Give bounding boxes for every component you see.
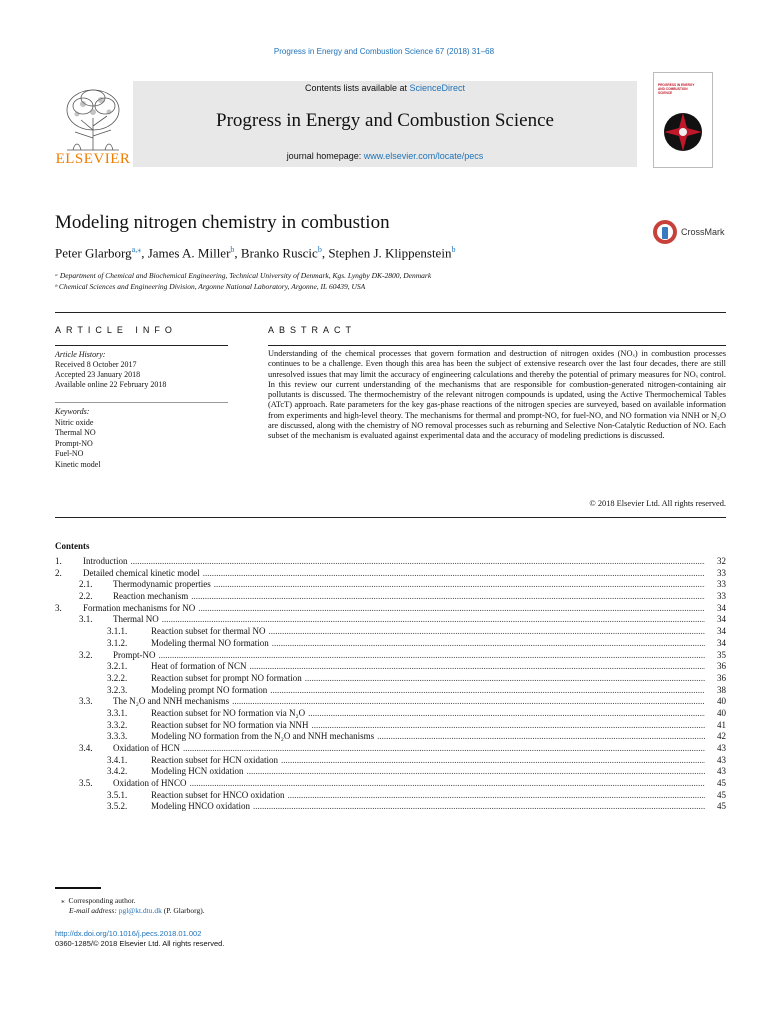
email-suffix: (P. Glarborg).: [161, 906, 205, 915]
toc-leader-dots: [268, 626, 705, 636]
toc-entry[interactable]: [55, 638, 726, 650]
journal-homepage-line: [133, 151, 637, 161]
author-separator: ,: [141, 245, 148, 261]
divider: [55, 312, 726, 313]
divider: [55, 517, 726, 518]
author-name[interactable]: Branko Ruscic: [240, 245, 318, 261]
toc-leader-dots: [191, 591, 705, 601]
toc-title: Modeling thermal NO formation: [151, 637, 269, 648]
toc-entry[interactable]: [55, 673, 726, 685]
toc-title: Detailed chemical kinetic model: [83, 567, 200, 578]
toc-title: Reaction subset for NO formation via NNH: [151, 719, 309, 730]
homepage-link[interactable]: www.elsevier.com/locate/pecs: [363, 151, 484, 161]
toc-page-number: 35: [717, 649, 726, 660]
toc-page-number: 43: [717, 754, 726, 765]
accepted-date: Accepted 23 January 2018: [55, 370, 141, 379]
sciencedirect-link[interactable]: ScienceDirect: [409, 83, 466, 93]
toc-page-number: 42: [717, 731, 726, 742]
corresponding-note: [55, 896, 205, 906]
toc-title: Thermal NO: [113, 614, 159, 625]
toc-leader-dots: [131, 556, 706, 566]
toc-entry[interactable]: [55, 685, 726, 697]
toc-title: Formation mechanisms for NO: [83, 602, 196, 613]
toc-title: Heat of formation of NCN: [151, 661, 247, 672]
author-name[interactable]: James A. Miller: [147, 245, 231, 261]
author-affiliation-marker[interactable]: b: [451, 245, 456, 254]
toc-number: 3.2.3.: [107, 684, 128, 695]
keywords-block: [55, 407, 101, 470]
toc-page-number: 36: [717, 672, 726, 683]
toc-leader-dots: [270, 685, 705, 695]
toc-page-number: 33: [717, 579, 726, 590]
author-name[interactable]: Stephen J. Klippenstein: [328, 245, 452, 261]
toc-leader-dots: [190, 778, 706, 788]
toc-title: Reaction subset for thermal NO: [151, 626, 266, 637]
toc-title: Modeling HCN oxidation: [151, 766, 244, 777]
toc-page-number: 45: [717, 778, 726, 789]
toc-leader-dots: [249, 661, 705, 671]
abstract-copyright: © 2018 Elsevier Ltd. All rights reserved.: [589, 499, 726, 508]
toc-entry[interactable]: [55, 650, 726, 662]
toc-title: Reaction subset for HCN oxidation: [151, 754, 278, 765]
elsevier-wordmark: ELSEVIER: [55, 151, 131, 167]
toc-leader-dots: [203, 568, 705, 578]
toc-entry[interactable]: [55, 708, 726, 720]
toc-leader-dots: [305, 673, 705, 683]
toc-number: 3.5.1.: [107, 789, 128, 800]
author-affiliation-marker[interactable]: a,⁎: [131, 245, 142, 254]
toc-title: Modeling HNCO oxidation: [151, 801, 250, 812]
toc-page-number: 32: [717, 556, 726, 566]
toc-page-number: 43: [717, 766, 726, 777]
toc-number: 3.4.1.: [107, 754, 128, 765]
toc-page-number: 33: [717, 567, 726, 578]
cover-star-graphic: [662, 111, 704, 153]
doi-block: [55, 929, 224, 949]
toc-page-number: 34: [717, 602, 726, 613]
article-history: [55, 350, 166, 390]
toc-title: Modeling NO formation from the N₂O and NNH mechanisms: [151, 731, 375, 742]
toc-number: 3.3.: [79, 696, 93, 707]
toc-entry[interactable]: [55, 603, 726, 615]
toc-page-number: 45: [717, 789, 726, 800]
contents-heading: Contents: [55, 541, 90, 551]
footnote-marker: ⁎: [61, 896, 65, 905]
toc-number: 2.: [55, 567, 62, 578]
author-separator: ,: [234, 245, 241, 261]
paper-title: Modeling nitrogen chemistry in combustion: [55, 212, 390, 233]
divider: [268, 345, 726, 346]
toc-entry[interactable]: [55, 778, 726, 790]
journal-masthead: [133, 81, 637, 167]
toc-entry[interactable]: [55, 614, 726, 626]
journal-cover-thumbnail[interactable]: [653, 72, 713, 168]
toc-leader-dots: [162, 614, 705, 624]
toc-leader-dots: [247, 766, 706, 776]
toc-number: 3.2.2.: [107, 672, 128, 683]
toc-number: 3.1.1.: [107, 626, 128, 637]
toc-page-number: 43: [717, 743, 726, 753]
toc-number: 3.2.: [79, 649, 93, 660]
toc-entry[interactable]: [55, 801, 726, 813]
toc-leader-dots: [214, 579, 705, 589]
toc-page-number: 38: [717, 684, 726, 695]
toc-number: 3.1.: [79, 614, 93, 625]
toc-number: 3.: [55, 602, 62, 613]
footnote: [55, 896, 205, 916]
keyword: Fuel-NO: [55, 449, 84, 458]
issn-line: 0360-1285/© 2018 Elsevier Ltd. All rights reserved.: [55, 939, 225, 948]
toc-number: 3.5.: [79, 778, 93, 789]
toc-number: 3.1.2.: [107, 637, 128, 648]
toc-page-number: 40: [717, 696, 726, 707]
table-of-contents: [55, 556, 726, 813]
toc-title: Modeling prompt NO formation: [151, 684, 268, 695]
author-affiliation-marker[interactable]: b: [230, 245, 235, 254]
doi-link[interactable]: http://dx.doi.org/10.1016/j.pecs.2018.01.002: [55, 929, 202, 938]
toc-page-number: 40: [717, 707, 726, 718]
online-date: Available online 22 February 2018: [55, 380, 167, 389]
toc-leader-dots: [311, 720, 705, 730]
toc-title: Thermodynamic properties: [113, 579, 211, 590]
keywords-label: Keywords:: [55, 407, 90, 416]
toc-title: The N₂O and NNH mechanisms: [113, 696, 230, 707]
journal-title: Progress in Energy and Combustion Science: [216, 110, 554, 131]
toc-leader-dots: [272, 638, 705, 648]
abstract-text: Understanding of the chemical processes that govern formation and destruction of nitrogen oxides (NOₓ) in combustion processes continues to be a challenge. Even though this area has been the subject of extensive research over the last four decades, there are still unresolved issues that may limit the accuracy of engineering calculations and thereby the potential of primary measures for NOₓ control. In this review our current understanding of the mechanisms that are responsible for combustion-generated nitrogen-containing air pollutants is discussed. The thermochemistry of the relevant nitrogen compounds is updated, using the Active Thermochemical Tables (ATcT) approach. Rate parameters for the key gas-phase reactions of the nitrogen species are surveyed, based on available information from experiments and high-level theory. The mechanisms for thermal and prompt-NO, for fuel-NO, and NO formation via NNH or N₂O are discussed, along with the chemistry of NO removal processes such as reburning and Selective Non-Catalytic Reduction of NO. Each subset of the mechanism is evaluated against experimental data and the accuracy of modeling predictions is discussed.: [268, 349, 726, 441]
received-date: Received 8 October 2017: [55, 360, 137, 369]
author-affiliation-marker[interactable]: b: [317, 245, 322, 254]
toc-entry[interactable]: [55, 755, 726, 767]
contents-prefix: Contents lists available at: [304, 83, 410, 93]
corresponding-text: Corresponding author.: [68, 896, 136, 905]
keyword: Thermal NO: [55, 428, 96, 437]
toc-entry[interactable]: [55, 743, 726, 755]
toc-page-number: 34: [717, 626, 726, 637]
divider: [55, 345, 228, 346]
toc-number: 3.4.2.: [107, 766, 128, 777]
keyword: Kinetic model: [55, 459, 101, 469]
toc-title: Introduction: [83, 556, 128, 566]
toc-number: 1.: [55, 556, 62, 566]
toc-leader-dots: [183, 743, 705, 753]
abstract-heading: ABSTRACT: [268, 325, 357, 335]
keyword: Prompt-NO: [55, 438, 93, 448]
toc-title: Reaction subset for prompt NO formation: [151, 672, 302, 683]
toc-entry[interactable]: [55, 696, 726, 708]
affiliation-b: ᵇ Chemical Sciences and Engineering Division, Argonne National Laboratory, Argonne, IL 60439, USA: [55, 282, 366, 291]
toc-leader-dots: [287, 790, 705, 800]
author-separator: ,: [321, 245, 329, 261]
journal-citation[interactable]: Progress in Energy and Combustion Science 67 (2018) 31–68: [273, 47, 495, 56]
footnote-divider: [55, 887, 101, 889]
toc-leader-dots: [232, 696, 705, 706]
article-info-heading: ARTICLE INFO: [55, 325, 177, 335]
crossmark-badge[interactable]: [652, 218, 730, 246]
toc-entry[interactable]: [55, 720, 726, 732]
toc-number: 3.3.2.: [107, 719, 128, 730]
toc-entry[interactable]: [55, 591, 726, 603]
toc-number: 2.2.: [79, 591, 93, 602]
toc-leader-dots: [198, 603, 705, 613]
toc-number: 2.1.: [79, 579, 93, 590]
toc-title: Reaction mechanism: [113, 591, 189, 602]
toc-entry[interactable]: [55, 626, 726, 638]
toc-page-number: 33: [717, 591, 726, 602]
toc-leader-dots: [253, 801, 705, 811]
toc-leader-dots: [308, 708, 705, 718]
email-label: E-mail address:: [69, 906, 117, 915]
history-label: Article History:: [55, 350, 106, 359]
toc-page-number: 45: [717, 801, 726, 812]
email-line: [55, 906, 205, 916]
keyword: Nitric oxide: [55, 417, 94, 427]
toc-entry[interactable]: [55, 556, 726, 568]
toc-number: 3.3.1.: [107, 707, 128, 718]
divider: [55, 402, 228, 403]
toc-number: 3.5.2.: [107, 801, 128, 812]
toc-page-number: 34: [717, 637, 726, 648]
toc-title: Prompt-NO: [113, 649, 156, 660]
toc-title: Reaction subset for HNCO oxidation: [151, 789, 285, 800]
toc-entry[interactable]: [55, 661, 726, 673]
homepage-prefix: journal homepage:: [286, 151, 364, 161]
toc-entry[interactable]: [55, 579, 726, 591]
toc-leader-dots: [377, 731, 705, 741]
toc-number: 3.4.: [79, 743, 93, 753]
toc-entry[interactable]: [55, 731, 726, 743]
affiliation-a: ᵃ Department of Chemical and Biochemical Engineering, Technical University of Denmark, Kgs. Lyngby DK-2800, Denmark: [55, 271, 432, 280]
toc-leader-dots: [281, 755, 705, 765]
crossmark-icon: [652, 218, 678, 246]
toc-title: Oxidation of HNCO: [113, 778, 187, 789]
toc-number: 3.2.1.: [107, 661, 128, 672]
toc-page-number: 41: [717, 719, 726, 730]
toc-page-number: 34: [717, 614, 726, 625]
author-list: [55, 245, 455, 261]
toc-entry[interactable]: [55, 790, 726, 802]
toc-title: Oxidation of HCN: [113, 743, 180, 753]
contents-available-line: [133, 83, 637, 93]
toc-number: 3.3.3.: [107, 731, 128, 742]
toc-page-number: 36: [717, 661, 726, 672]
toc-entry[interactable]: [55, 568, 726, 580]
cover-title: PROGRESS IN ENERGY AND COMBUSTION SCIENCE: [658, 83, 695, 95]
toc-title: Reaction subset for NO formation via N₂O: [151, 707, 306, 718]
email-link[interactable]: pgl@kt.dtu.dk: [118, 906, 162, 915]
toc-entry[interactable]: [55, 766, 726, 778]
toc-leader-dots: [159, 650, 706, 660]
crossmark-label: CrossMark: [681, 227, 725, 237]
author-name[interactable]: Peter Glarborg: [55, 245, 132, 261]
